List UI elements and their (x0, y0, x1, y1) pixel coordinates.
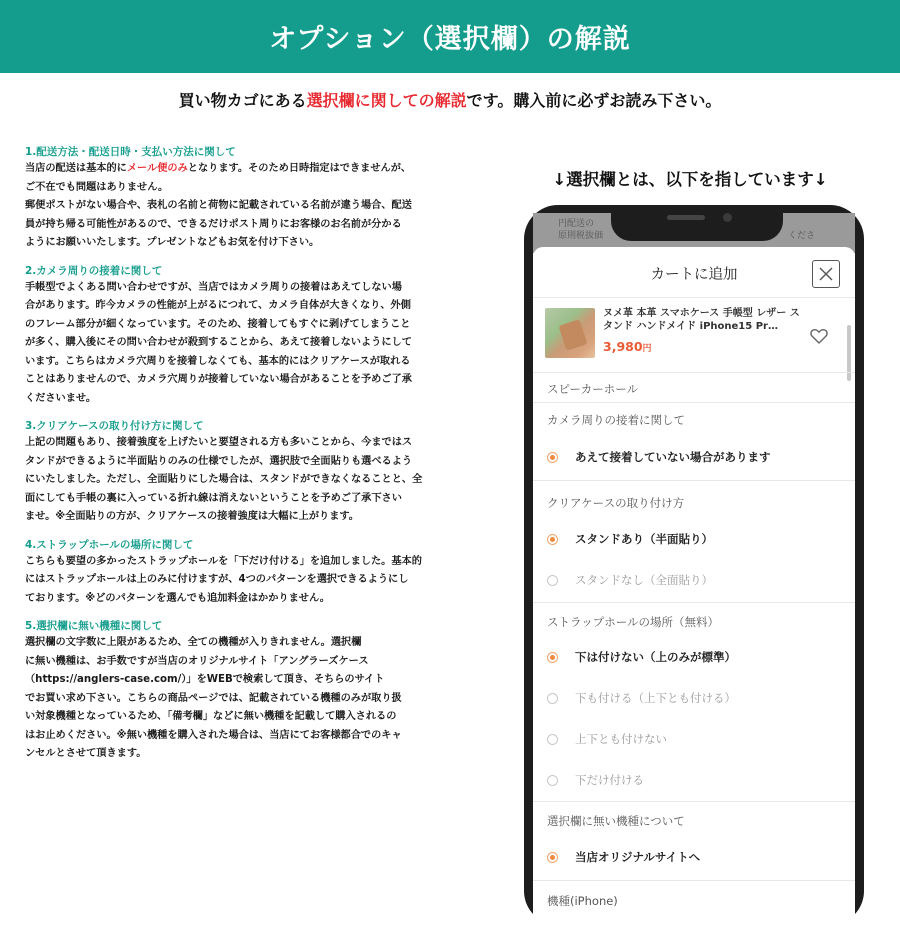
option-original-site[interactable] (547, 847, 700, 867)
group-label-strap: ストラップホールの場所（無料） (547, 615, 720, 629)
line-text: となります。そのため日時指定はできませんが、 (187, 163, 412, 174)
section-line: タンドができるように半面貼りのみの仕様でしたが、選択肢で全面貼りも選べるよう (25, 455, 413, 467)
option-strap-top[interactable] (547, 647, 736, 667)
group-label-missing-model: 選択欄に無い機種について (547, 814, 685, 828)
radio-icon (547, 775, 558, 786)
close-icon (817, 265, 835, 283)
pointer-text: ↓選択欄とは、以下を指しています↓ (552, 170, 828, 189)
subtitle-part1: 買い物カゴにある (178, 91, 307, 110)
section-body (25, 434, 480, 527)
option-label: 下だけ付ける (575, 773, 644, 787)
line-text: 当店の配送は基本的に (25, 163, 127, 174)
section-missing-models (25, 619, 480, 764)
radio-selected-icon (547, 534, 558, 545)
option-label: 当店オリジナルサイトへ (575, 850, 701, 864)
subtitle-highlight: 選択欄に関しての解説 (306, 91, 467, 110)
section-line: ことはありませんので、カメラ穴周りが接着していない場合があることを予めご了承 (25, 374, 412, 385)
group-label-model: 機種(iPhone) (547, 894, 618, 908)
section-line: ませ。※全面貼りの方が、クリアケースの接着強度は大幅に上がります。 (25, 511, 359, 522)
background-text: 円配送の (558, 219, 595, 229)
radio-icon (547, 693, 558, 704)
divider (533, 372, 855, 373)
divider (533, 297, 855, 298)
section-line: （https://anglers-case.com/）」をWEBで検索して頂き、そちらのサイト (25, 674, 385, 685)
option-camera-no-glue[interactable] (547, 447, 771, 467)
option-strap-bottom[interactable] (547, 770, 644, 790)
option-stand-none[interactable] (547, 570, 713, 590)
section-line: こちらも要望の多かったストラップホールを「下だけ付ける」を追加しました。基本的 (25, 555, 422, 567)
section-line: 手帳型でよくある問い合わせですが、当店ではカメラ周りの接着はあえてしない場 (25, 281, 402, 293)
section-line (25, 160, 480, 179)
option-label: スタンドなし（全面貼り） (575, 573, 713, 587)
section-body (25, 634, 480, 764)
section-body (25, 553, 480, 609)
section-clear-case (25, 419, 480, 527)
section-line: 上記の問題もあり、接着強度を上げたいと要望される方も多いことから、今まではス (25, 437, 413, 448)
section-line: います。こちらはカメラ穴周りを接着しなくても、基本的にはクリアケースが取れる (25, 355, 411, 367)
section-line: でお買い求め下さい。こちらの商品ページでは、記載されている機種のみが取り扱 (25, 692, 402, 704)
section-heading: 4.ストラップホールの場所に関して (25, 538, 194, 551)
section-line: にはストラップホールは上のみに付けますが、4つのパターンを選択できるようにし (25, 574, 409, 585)
subtitle (0, 88, 900, 111)
divider (533, 602, 855, 603)
section-body (25, 279, 480, 409)
section-line: はお止めください。※無い機種を購入された場合は、当店にてお客様都合でのキャ (25, 729, 402, 741)
group-label-speaker: スピーカーホール (547, 382, 639, 396)
speaker-icon (667, 215, 705, 220)
divider (533, 480, 855, 481)
section-line: ンセルとさせて頂きます。 (25, 748, 147, 759)
section-heading: 1.配送方法・配送日時・支払い方法に関して (25, 146, 236, 158)
group-label-clear-case: クリアケースの取り付け方 (547, 496, 685, 510)
group-label-camera: カメラ周りの接着に関して (547, 413, 685, 427)
phone-screen (533, 213, 855, 933)
option-label: スタンドあり（半面貼り） (575, 532, 713, 546)
section-line: のフレーム部分が細くなっています。そのため、接着してもすぐに剥げてしまうこと (25, 318, 411, 330)
divider (533, 801, 855, 802)
section-line: 郵便ポストがない場合や、表札の名前と荷物に記載されている名前が違う場合、配送 (25, 200, 412, 211)
section-body (25, 160, 480, 253)
product-name: ヌメ革 本革 スマホケース 手帳型 レザー スタンド ハンドメイド iPhone15 Pr… (603, 308, 800, 332)
section-line: ております。※どのパターンを選んでも追加料金はかかりません。 (25, 592, 330, 604)
radio-icon (547, 734, 558, 745)
cart-sheet (533, 247, 855, 947)
option-label: 上下とも付けない (575, 732, 667, 746)
section-heading: 3.クリアケースの取り付け方に関して (25, 420, 204, 432)
explanation-column (25, 145, 480, 775)
page-title: オプション（選択欄）の解説 (269, 24, 631, 55)
option-strap-both[interactable] (547, 688, 736, 708)
price-value: 3,980 (603, 339, 643, 354)
section-shipping (25, 145, 480, 253)
section-strap-hole (25, 538, 480, 609)
radio-selected-icon (547, 452, 558, 463)
background-text: 原則税抜価 (558, 231, 604, 241)
divider (533, 880, 855, 881)
background-text: くださ (787, 231, 815, 241)
option-strap-none[interactable] (547, 729, 667, 749)
sheet-title: カートに追加 (650, 267, 738, 283)
camera-icon (723, 213, 732, 222)
section-line: くださいませ。 (25, 392, 97, 404)
option-label: 下も付ける（上下とも付ける） (575, 691, 736, 705)
section-line: ご不在でも問題はありません。 (25, 181, 169, 193)
product-price (603, 339, 652, 354)
divider (533, 402, 855, 403)
section-line: 面にしても手帳の裏に入っている折れ線は消えないということを予めご了承下さい (25, 492, 402, 504)
section-heading: 5.選択欄に無い機種に関して (25, 620, 163, 632)
section-line: 員が持ち帰る可能性があるので、できるだけポスト周りにお客様のお名前が分かる (25, 218, 402, 230)
section-line: 選択欄の文字数に上限があるため、全ての機種が入りきれません。選択欄 (25, 637, 362, 648)
section-line: に無い機種は、お手数ですが当店のオリジナルサイト「アングラーズケース (25, 655, 369, 667)
line-highlight: メール便のみ (126, 163, 188, 174)
section-camera (25, 264, 480, 409)
favorite-heart-icon[interactable] (809, 326, 829, 346)
option-label: あえて接着していない場合があります (575, 450, 771, 464)
radio-icon (547, 575, 558, 586)
section-line: い対象機種となっているため、「備考欄」などに無い機種を記載して購入されるの (25, 711, 397, 722)
section-line: が多く、購入後にその問い合わせが殺到することから、あえて接着しないようにして (25, 337, 412, 348)
price-currency: 円 (642, 344, 652, 354)
section-line: にいたしました。ただし、全面貼りにした場合は、スタンドができなくなることと、全 (25, 474, 423, 485)
option-label: 下は付けない（上のみが標準） (575, 650, 736, 664)
radio-selected-icon (547, 852, 558, 863)
close-button[interactable] (812, 260, 840, 288)
header-banner (0, 0, 900, 73)
section-heading: 2.カメラ周りの接着に関して (25, 264, 163, 277)
product-thumbnail (545, 308, 595, 358)
radio-selected-icon (547, 652, 558, 663)
phone-mockup (524, 205, 864, 925)
option-stand-half[interactable] (547, 529, 713, 549)
section-line: 合があります。昨今カメラの性能が上がるにつれて、カメラ自体が大きくなり、外側 (25, 300, 411, 311)
subtitle-part2: です。購入前に必ずお読み下さい。 (466, 91, 722, 110)
phone-notch (611, 205, 783, 241)
section-line: ようにお願いいたします。プレゼントなどもお気を付け下さい。 (25, 237, 320, 248)
